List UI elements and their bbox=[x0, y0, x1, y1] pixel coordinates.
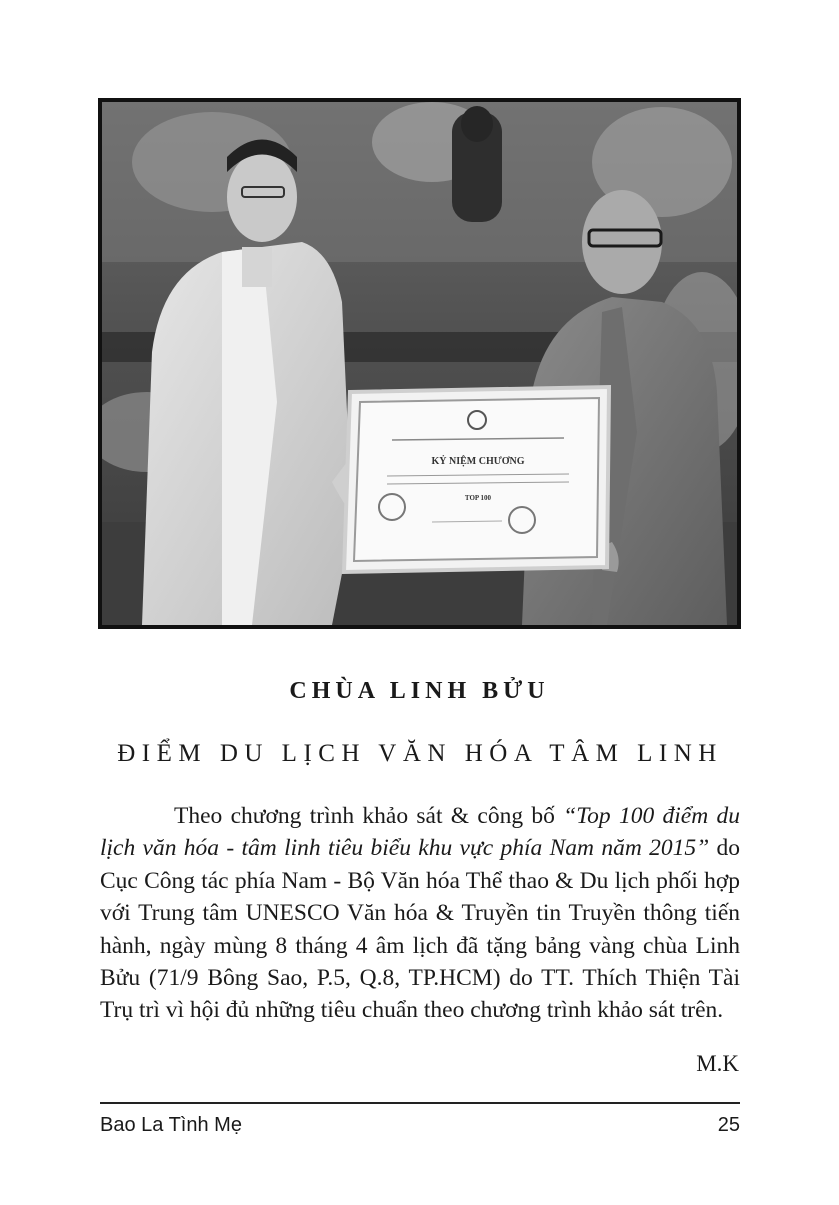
paragraph-quote: “Top 100 điểm du lịch văn hóa - tâm linh tiêu biểu khu vực phía Nam năm 2015” bbox=[100, 803, 740, 862]
certificate-frame bbox=[344, 387, 609, 572]
author-signature: M.K bbox=[696, 1051, 739, 1076]
article-paragraph bbox=[100, 800, 740, 1027]
paragraph-rest: do Cục Công tác phía Nam - Bộ Văn hóa Thể thao & Du lịch phối hợp với Trung tâm UNESCO Văn hóa & Truyền tin Truyền thông tiến hành, ngày mùng 8 tháng 4 âm lịch đã tặng bảng vàng chùa Linh Bửu (71/9 Bông Sao, P.5, Q.8, TP.HCM) do TT. Thích Thiện Tài Trụ trì vì hội đủ những tiêu chuẩn theo chương trình khảo sát trên. bbox=[100, 835, 741, 1024]
ceremony-photo-illustration bbox=[102, 102, 737, 625]
article-title: CHÙA LINH BỬU bbox=[289, 678, 550, 704]
page-number: 25 bbox=[717, 1114, 740, 1136]
certificate-heading: KỶ NIỆM CHƯƠNG bbox=[431, 456, 525, 467]
footer-divider bbox=[100, 1102, 740, 1104]
article-subtitle: ĐIỂM DU LỊCH VĂN HÓA TÂM LINH bbox=[117, 740, 723, 767]
footer-book-title: Bao La Tình Mẹ bbox=[100, 1114, 242, 1136]
photo-frame bbox=[98, 98, 741, 629]
paragraph-intro: Theo chương trình khảo sát & công bố bbox=[174, 803, 564, 829]
certificate-rank: TOP 100 bbox=[464, 494, 492, 502]
ceremony-photo bbox=[102, 102, 737, 625]
